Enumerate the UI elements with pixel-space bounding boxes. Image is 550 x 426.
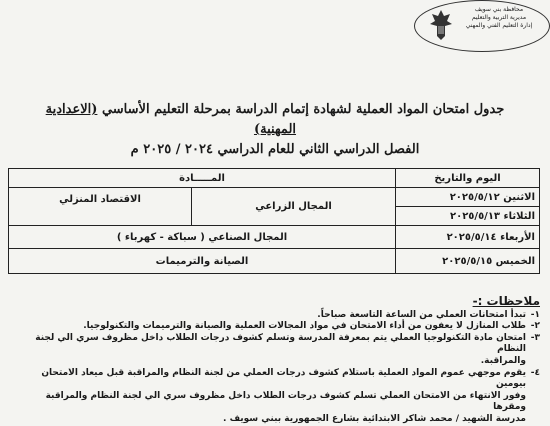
table-row — [9, 188, 540, 207]
table-row — [9, 249, 540, 274]
header-date: اليوم والتاريخ — [396, 169, 540, 188]
letterhead-text — [454, 6, 544, 30]
title-line-1 — [40, 100, 510, 140]
note-item: ٢- طلاب المنازل لا يعفون من أداء الامتحان في مواد المجالات العملية والصيانة والترميمات والتكنولوجيا. — [83, 321, 540, 332]
row-date: الأربعاء ٢٠٢٥/٥/١٤ — [396, 226, 540, 249]
header-subject: المـــــادة — [9, 169, 396, 188]
table-header-row — [9, 169, 540, 188]
subject-cell: الصيانة والترميمات — [9, 249, 396, 274]
title-line-2: الفصل الدراسي الثاني للعام الدراسي ٢٠٢٤ / ٢٠٢٥ م — [130, 142, 420, 157]
row-date: الاثنين ٢٠٢٥/٥/١٢ — [396, 188, 540, 207]
note-item: وفور الانتهاء من الامتحان العملي تسلم كشوف درجات الطلاب داخل مظروف سري الي لجنة النظام والمراقبة ومقرها — [45, 390, 526, 413]
table-row — [9, 226, 540, 249]
eagle-emblem-icon — [428, 8, 454, 42]
letterhead — [424, 6, 544, 46]
note-item: والمراقبة. — [480, 355, 526, 366]
subject-cell: المجال الزراعي — [192, 188, 396, 226]
governorate-name: محافظة بني سويف — [474, 6, 524, 13]
note-item: ٤- يقوم موجهي عموم المواد العملية باستلام كشوف درجات العملي من لجنة النظام والمراقبة قبل ميعاد الامتحان بيومين — [41, 367, 540, 390]
note-item: ١- تبدأ امتحانات العملي من الساعة التاسعة صباحاً. — [317, 309, 540, 320]
row-date: الخميس ٢٠٢٥/٥/١٥ — [396, 249, 540, 274]
administration-name: إدارة التعليم الفني والمهني — [465, 22, 533, 29]
row-date: الثلاثاء ٢٠٢٥/٥/١٣ — [396, 207, 540, 226]
document-title — [40, 100, 510, 160]
subject-cell: المجال الصناعي ( سباكة - كهرباء ) — [9, 226, 396, 249]
note-item: ٣- امتحان مادة التكنولوجيا العملي يتم بمعرفة المدرسة وتسلم كشوف درجات الطلاب داخل مظروف سري الي لجنة النظام — [35, 332, 540, 355]
title-underlined: (الاعدادية المهنية) — [45, 102, 297, 137]
note-item: مدرسة الشهيد / محمد شاكر الابتدائية بشارع الجمهورية ببني سويف . — [223, 413, 526, 424]
exam-schedule-table — [8, 168, 540, 274]
notes-title: ملاحظات :- — [472, 294, 540, 308]
subject-cell: الاقتصاد المنزلي — [9, 188, 192, 226]
title-main: جدول امتحان المواد العملية لشهادة إتمام الدراسة بمرحلة التعليم الأساسي — [97, 102, 505, 117]
notes-section — [14, 296, 540, 426]
directorate-name: مديرية التربية والتعليم — [471, 14, 527, 21]
